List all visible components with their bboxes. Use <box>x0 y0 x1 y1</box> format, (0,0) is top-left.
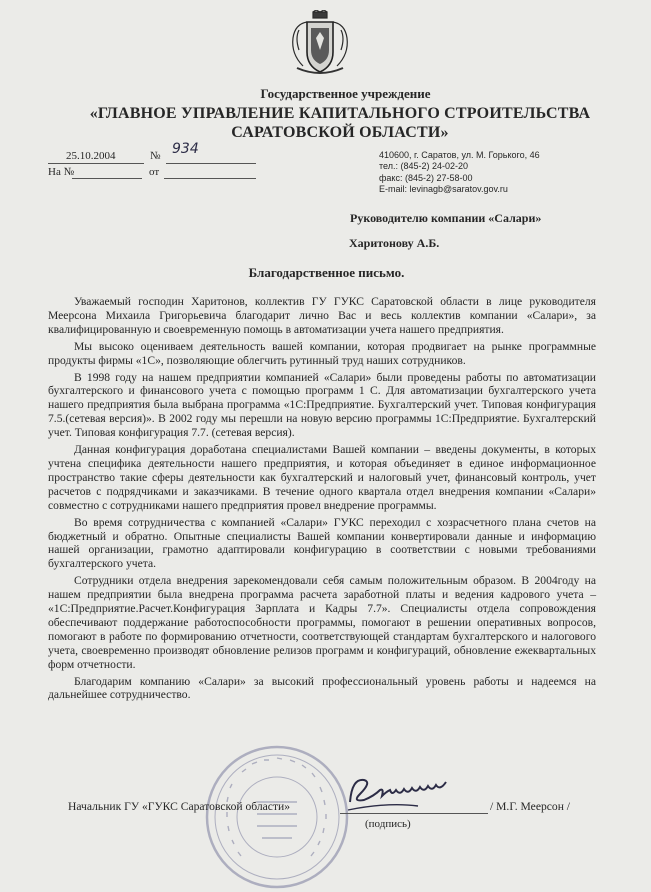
paragraph: Данная конфигурация доработана специалистами Вашей компании – введены документы, в которых учтена специфика деятельности нашего предприятия, и которая объединяет в единое информационное пространство такие сферы деятельности как бухгалтерский и налоговый учет, финансовый контроль, учет расчетов с подрядчиками и заказчиками. В течение одного квартала отдел внедрения компании «Салари» совместно с сотрудниками нашего предприятия провел внедрение программы. <box>48 443 596 512</box>
round-seal-stamp <box>202 742 352 892</box>
registration-number: 934 <box>172 141 199 157</box>
org-subtitle: Государственное учреждение <box>260 86 431 101</box>
recipient-title: Руководителю компании «Салари» <box>350 211 542 225</box>
contact-address <box>379 150 540 195</box>
paragraph: В 1998 году на нашем предприятии компанией «Салари» были проведены работы по автоматизации бухгалтерского и финансового учета с помощью программ 1 С. Для автоматизации бухгалтерского учета нашего предприятия была выбрана программа «1С:Предприятие. Бухгалтерский учет. Типовая конфигурация 7.5.(сетевая версия)». В 2002 году мы перешли на новую версию программы 1С:Предприятие. Бухгалтерский учет. Типовая конфигурация 7.7. (сетевая версия). <box>48 370 596 440</box>
letter-heading: Благодарственное письмо. <box>248 265 405 280</box>
reference-label: На № <box>48 166 75 178</box>
org-title <box>60 104 620 142</box>
signature-caption: (подпись) <box>365 818 411 830</box>
paragraph: Мы высоко оцениваем деятельность вашей компании, которая продвигает на рынке программные продукты фирмы «1С», позволяющие облегчить рутинный труд наших сотрудников. <box>48 339 596 367</box>
paragraph: Во время сотрудничества с компанией «Салари» ГУКС переходил с хозрасчетного плана счетов на бюджетный и обратно. Опытные специалисты Вашей компании конвертировали данные и информацию нашей организации, грамотно адаптировали конфигурацию в соответствии с новыми требованиями бухгалтерского учета. <box>48 515 596 571</box>
paragraph: Уважаемый господин Харитонов, коллектив ГУ ГУКС Саратовской области в лице руководителя Меерсона Михаила Григорьевича благодарит лично Вас и весь коллектив компании «Салари», за квалифицированную и своевременную помощь в автоматизации учета нашего предприятия. <box>48 295 596 336</box>
handwritten-signature <box>342 770 462 815</box>
org-title-line2: САРАТОВСКОЙ ОБЛАСТИ» <box>231 124 449 141</box>
org-title-line1: «ГЛАВНОЕ УПРАВЛЕНИЕ КАПИТАЛЬНОГО СТРОИТЕЛЬСТВА <box>89 105 591 122</box>
address-line: 410600, г. Саратов, ул. М. Горького, 46 <box>379 150 540 160</box>
date-underline <box>48 163 144 164</box>
from-underline <box>164 178 256 179</box>
recipient-name: Харитонову А.Б. <box>349 236 440 250</box>
paragraph: Благодарим компанию «Салари» за высокий профессиональный уровень работы и надеемся на дальнейшее сотрудничество. <box>48 674 596 702</box>
paragraph: Сотрудники отдела внедрения зарекомендовали себя самым положительным образом. В 2004году на нашем предприятии была внедрена программа расчета заработной платы и ведения кадрового учета – «1С:Предприятие.Расчет.Конфигурация Зарплата и Кадры 7.7». Специалисты отдела сопровождения обеспечивают поддержание работоспособности программы, помогают в решении оперативных вопросов, помогают в работе по формированию отчетности, соответствующей стандартам бухгалтерского и налогового учета, своевременно производят обновление релизов программ и конфигураций, обновление ежеквартальных форм отчетности. <box>48 574 596 671</box>
reference-underline <box>72 178 142 179</box>
from-label: от <box>149 166 160 178</box>
phone-line: тел.: (845-2) 24-02-20 <box>379 161 469 172</box>
registration-date: 25.10.2004 <box>66 150 116 162</box>
registration-number-label: № <box>150 150 161 162</box>
signature-line <box>340 813 488 814</box>
letter-body <box>48 295 596 705</box>
fax-line: факс: (845-2) 27-58-00 <box>379 172 473 183</box>
coat-of-arms-icon <box>289 10 351 80</box>
email-line: E-mail: levinagb@saratov.gov.ru <box>379 183 508 194</box>
number-underline <box>166 163 256 164</box>
signatory-position: Начальник ГУ «ГУКС Саратовской области» <box>68 800 291 813</box>
signatory-name: / М.Г. Меерсон / <box>490 800 571 813</box>
